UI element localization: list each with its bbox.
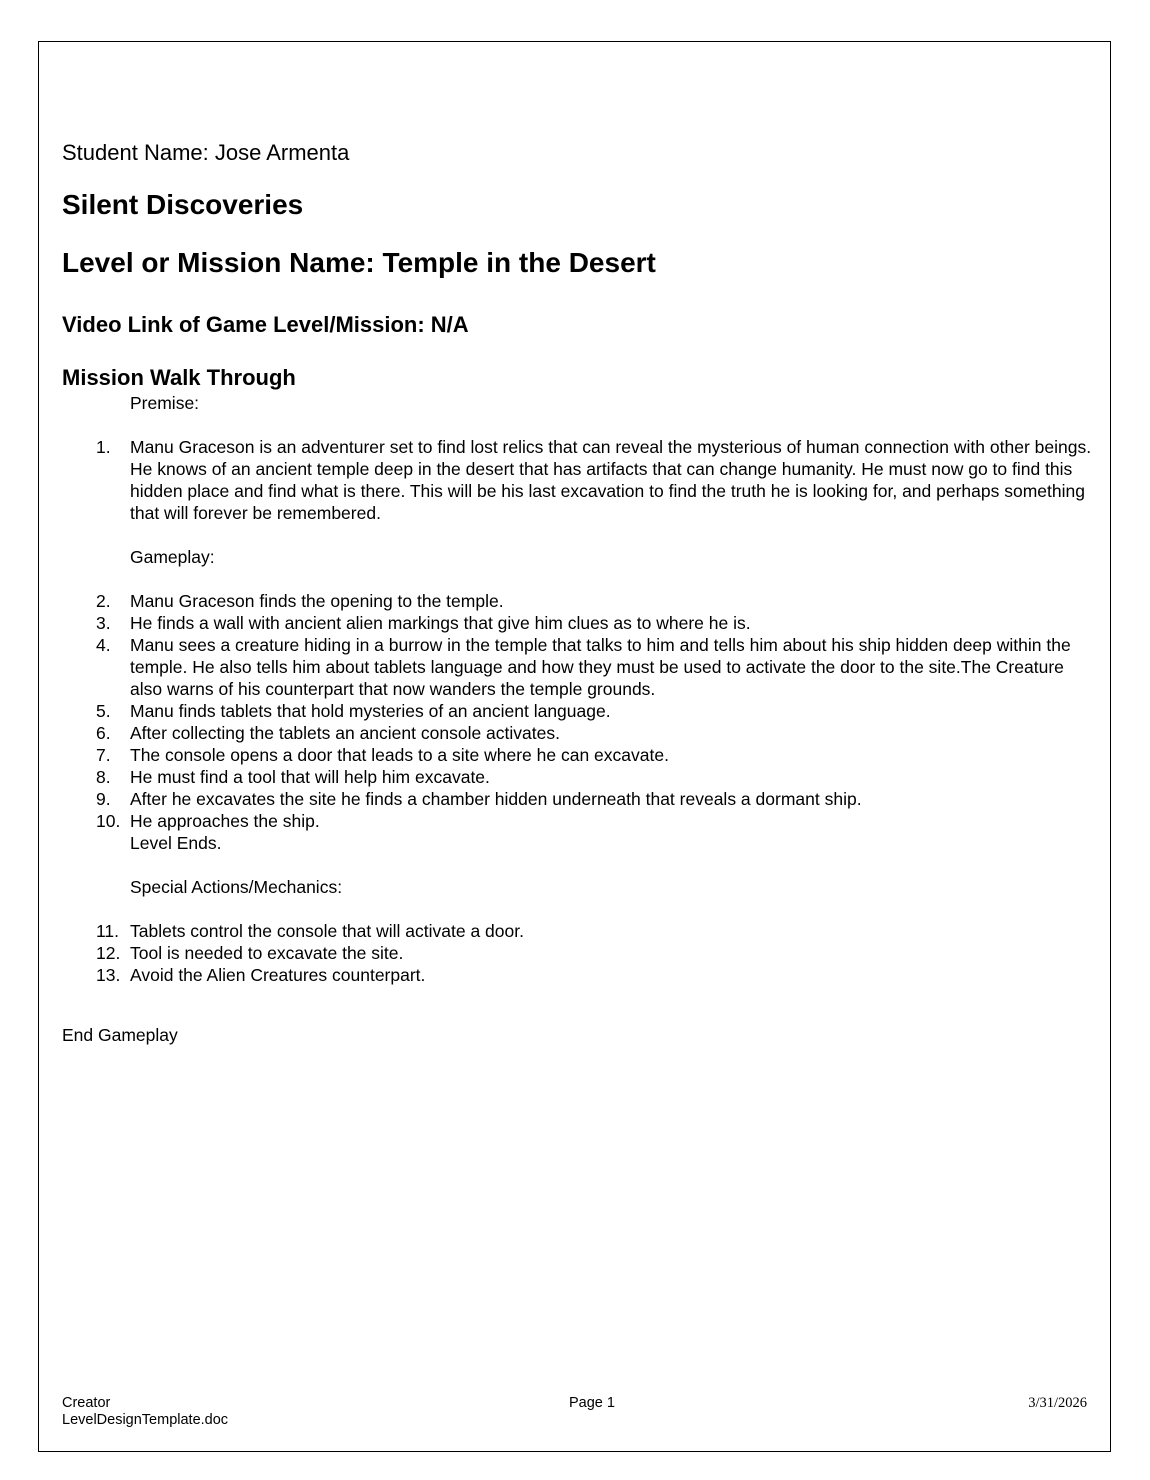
list-item <box>62 766 1092 788</box>
walkthrough-heading: Mission Walk Through <box>62 365 296 390</box>
list-number: 3. <box>96 613 111 633</box>
footer-date: 3/31/2026 <box>1028 1395 1087 1411</box>
list-item <box>62 722 1092 744</box>
list-number: 12. <box>96 943 121 963</box>
list-number: 9. <box>96 789 111 809</box>
list-number: 7. <box>96 745 111 765</box>
walkthrough-body <box>62 392 1092 986</box>
footer-left <box>62 1395 228 1429</box>
list-item <box>62 942 1092 964</box>
list-item <box>62 788 1092 810</box>
list-number: 5. <box>96 701 111 721</box>
level-ends-text: Level Ends. <box>130 833 222 853</box>
list-text: Tool is needed to excavate the site. <box>130 943 404 963</box>
special-actions-list <box>62 920 1092 986</box>
end-gameplay-text: End Gameplay <box>62 1025 178 1045</box>
footer-page-number: Page 1 <box>569 1395 615 1411</box>
mission-name-heading: Level or Mission Name: Temple in the Desert <box>62 247 656 278</box>
footer-creator: Creator <box>62 1395 111 1411</box>
list-text: After collecting the tablets an ancient console activates. <box>130 723 560 743</box>
student-name: Student Name: Jose Armenta <box>62 140 350 165</box>
list-number: 11. <box>96 921 120 941</box>
list-text: Manu Graceson is an adventurer set to find lost relics that can reveal the mysterious of human connection with other beings. He knows of an ancient temple deep in the desert that has artifacts that can change humanity. He must now go to find this hidden place and find what is there. This will be his last excavation to find the truth he is looking for, and perhaps something that will forever be remembered. <box>130 437 1092 523</box>
special-actions-label: Special Actions/Mechanics: <box>130 877 343 897</box>
list-number: 10. <box>96 811 121 831</box>
list-text: Tablets control the console that will activate a door. <box>130 921 524 941</box>
list-text: Manu finds tablets that hold mysteries of an ancient language. <box>130 701 611 721</box>
list-number: 1. <box>96 437 111 457</box>
list-text: Manu Graceson finds the opening to the temple. <box>130 591 504 611</box>
list-item <box>62 436 1092 524</box>
list-number: 6. <box>96 723 111 743</box>
list-number: 13. <box>96 965 121 985</box>
list-item <box>62 612 1092 634</box>
list-item <box>62 810 1092 832</box>
list-text: The console opens a door that leads to a site where he can excavate. <box>130 745 669 765</box>
game-title: Silent Discoveries <box>62 189 304 220</box>
premise-label: Premise: <box>130 393 200 413</box>
list-item <box>62 700 1092 722</box>
gameplay-label: Gameplay: <box>130 547 215 567</box>
video-link-heading: Video Link of Game Level/Mission: N/A <box>62 312 469 337</box>
list-item <box>62 920 1092 942</box>
list-text: He approaches the ship. <box>130 811 320 831</box>
document-page <box>38 41 1111 1452</box>
list-item <box>62 964 1092 986</box>
list-text: Avoid the Alien Creatures counterpart. <box>130 965 426 985</box>
list-item <box>62 744 1092 766</box>
list-text: He must find a tool that will help him excavate. <box>130 767 490 787</box>
gameplay-list <box>62 590 1092 832</box>
list-number: 2. <box>96 591 111 611</box>
footer-filename: LevelDesignTemplate.doc <box>62 1412 229 1428</box>
list-item <box>62 634 1092 700</box>
list-text: He finds a wall with ancient alien markings that give him clues as to where he is. <box>130 613 751 633</box>
premise-list <box>62 436 1092 524</box>
list-text: Manu sees a creature hiding in a burrow in the temple that talks to him and tells him about his ship hidden deep within the temple. He also tells him about tablets language and how they must be used to activate the door to the site.The Creature also warns of his counterpart that now wanders the temple grounds. <box>130 635 1071 699</box>
list-number: 4. <box>96 635 111 655</box>
list-number: 8. <box>96 767 111 787</box>
list-text: After he excavates the site he finds a chamber hidden underneath that reveals a dormant ship. <box>130 789 862 809</box>
list-item <box>62 590 1092 612</box>
